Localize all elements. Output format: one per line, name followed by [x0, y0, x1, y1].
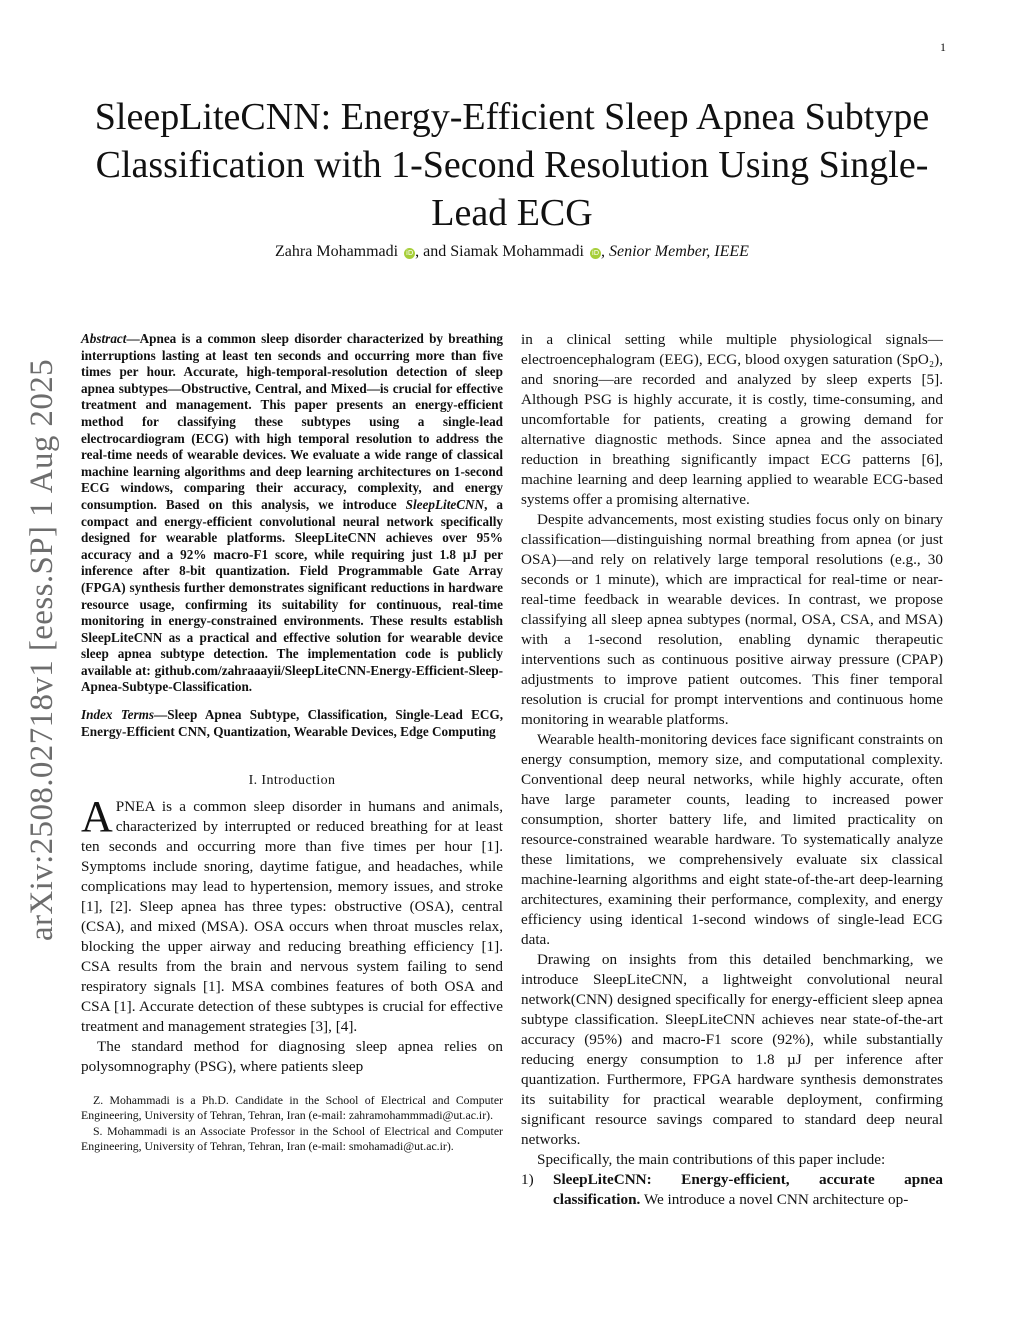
index-terms-text: Index Terms—Sleep Apnea Subtype, Classification, Single-Lead ECG, Energy-Efficient CNN, Quantization, Wearable Devices, Edge Computing: [81, 707, 503, 739]
index-terms-label: Index Terms: [81, 707, 155, 723]
abstract: [81, 331, 503, 696]
intro-paragraph-2: The standard method for diagnosing sleep apnea relies on polysomnography (PSG), where patients sleep: [81, 1038, 503, 1076]
abstract-label: Abstract: [81, 331, 127, 346]
abstract-text: Abstract—Apnea is a common sleep disorder characterized by breathing interruptions lasting at least ten seconds and occurring more than five times per hour. Accurate, high-temporal-resolution detection of sleep apnea subtypes—Obstructive, Central, and Mixed—is crucial for effective treatment and management. This paper presents an energy-efficient method for classifying these subtypes using a single-lead electrocardiogram (ECG) with high temporal resolution to address the real-time needs of wearable devices. We evaluate a wide range of classical machine learning algorithms and deep learning architectures on 1-second ECG windows, comparing their accuracy, complexity, and energy consumption. Based on this analysis, we introduce SleepLiteCNN, a compact and energy-efficient convolutional neural network specifically designed for wearable platforms. SleepLiteCNN achieves over 95% accuracy and a 92% macro-F1 score, while requiring just 1.8 µJ per inference after 8-bit quantization. Field Programmable Gate Array (FPGA) synthesis further demonstrates significant reductions in hardware resource usage, confirming its suitability for continuous, real-time monitoring in energy-constrained environments. These results establish SleepLiteCNN as a practical and effective solution for wearable device sleep apnea subtype detection. The implementation code is publicly available at: github.com/zahraaayii/SleepLiteCNN-Energy-Efficient-Sleep-Apnea-Subtype-Classification.: [81, 331, 503, 695]
page-number: 1: [940, 40, 946, 54]
right-paragraph-5: Specifically, the main contributions of this paper include:: [537, 1151, 886, 1168]
author-separator: , and: [415, 243, 451, 260]
orcid-icon[interactable]: iD: [591, 249, 600, 257]
index-terms: [81, 707, 503, 740]
paper-title: SleepLiteCNN: Energy-Efficient Sleep Apnea Subtype Classification with 1-Second Resolution Using Single-Lead ECG: [94, 96, 930, 234]
arxiv-stamp-text: arXiv:2508.02718v1 [eess.SP] 1 Aug 2025: [24, 358, 60, 942]
drop-cap: A: [81, 792, 113, 842]
footnotes: [81, 1093, 503, 1153]
right-paragraph-1: in a clinical setting while multiple physiological signals—electroencephalogram (EEG), ECG, blood oxygen saturation (SpO₂), and snoring—are recorded and analyzed by sleep experts [5]. Although PSG is highly accurate, it is costly, time-consuming, and uncomfortable for patients, creating a growing demand for alternative diagnostic methods. Since apnea and the associated reduction in breathing significantly impact ECG patterns [6], machine learning and deep learning applied to wearable ECG-based systems offer a promising alternative.: [521, 331, 943, 508]
right-paragraph-2: Despite advancements, most existing studies focus only on binary classification—distinguishing normal breathing from apnea (or just OSA)—and rely on relatively large temporal resolutions (e.g., 30 seconds or 1 minute), which are impractical for real-time or near-real-time feedback in wearable devices. In contrast, we propose classifying all sleep apnea subtypes (normal, OSA, CSA, and MSA) with a 1-second resolution, enabling dynamic therapeutic interventions such as continuous positive airway pressure (CPAP) adjustments to improve patient outcomes. This finer temporal resolution is crucial for prompt interventions and continuous home monitoring in wearable platforms.: [521, 511, 943, 728]
contribution-item-1: [521, 1170, 943, 1210]
contribution-text: SleepLiteCNN: Energy-efficient, accurate apnea classification. We introduce a novel CNN architecture op-: [553, 1171, 943, 1208]
right-paragraph-3: Wearable health-monitoring devices face significant constraints on energy consumption, memory size, and computational complexity. Conventional deep neural networks, while highly accurate, often have large parameter counts, leading to increased power consumption, shorter battery life, and limited practicality on resource-constrained wearable hardware. To systematically analyze these limitations, we comprehensively evaluate six classical machine-learning algorithms and eight state-of-the-art deep-learning architectures, examining their performance, complexity, and energy efficiency using identical 1-second windows of single-lead ECG data.: [521, 731, 943, 948]
intro-paragraph-1: APNEA is a common sleep disorder in humans and animals, characterized by interrupted or reduced breathing for at least ten seconds and occurring more than five times per hour [1]. Symptoms include snoring, daytime fatigue, and headaches, while complications may lead to hypertension, memory issues, and stroke [1], [2]. Sleep apnea has three types: obstructive (OSA), central (CSA), and mixed (MSA). OSA occurs when throat muscles relax, blocking the upper airway and reducing breathing efficiency [1]. CSA results from the brain and nervous system failing to send respiratory signals [1]. MSA combines features of both OSA and CSA [1]. Accurate detection of these subtypes is crucial for effective treatment and management strategies [3], [4].: [81, 792, 503, 1036]
footnote-2: S. Mohammadi is an Associate Professor in the School of Electrical and Computer Engineering, University of Tehran, Tehran, Iran (e-mail: smohamadi@ut.ac.ir).: [81, 1124, 503, 1153]
author-1: Zahra Mohammadi: [275, 243, 399, 260]
section-heading-introduction: I. Introduction: [248, 773, 336, 789]
right-column: [521, 330, 943, 1210]
author-2: Siamak Mohammadi: [450, 243, 584, 260]
orcid-icon[interactable]: iD: [405, 249, 414, 257]
right-paragraph-4: Drawing on insights from this detailed benchmarking, we introduce SleepLiteCNN, a lightweight convolutional neural network(CNN) designed specifically for energy-efficient sleep apnea subtype classification. SleepLiteCNN achieves near state-of-the-art accuracy (95%) and macro-F1 score (92%), while substantially reducing energy consumption to 1.8 µJ per inference after quantization. Furthermore, FPGA hardware synthesis demonstrates its suitability for practical wearable deployment, confirming significant resource savings compared to standard deep neural networks.: [521, 951, 943, 1148]
author-line: [80, 243, 944, 261]
abstract-emph: SleepLiteCNN: [405, 496, 485, 512]
author-membership: , Senior Member, IEEE: [600, 243, 749, 260]
footnote-1: Z. Mohammadi is a Ph.D. Candidate in the School of Electrical and Computer Engineering, University of Tehran, Tehran, Iran (e-mail: zahramohammmadi@ut.ac.ir).: [81, 1093, 503, 1122]
left-column: [81, 330, 503, 1155]
contribution-number: 1): [521, 1171, 534, 1188]
